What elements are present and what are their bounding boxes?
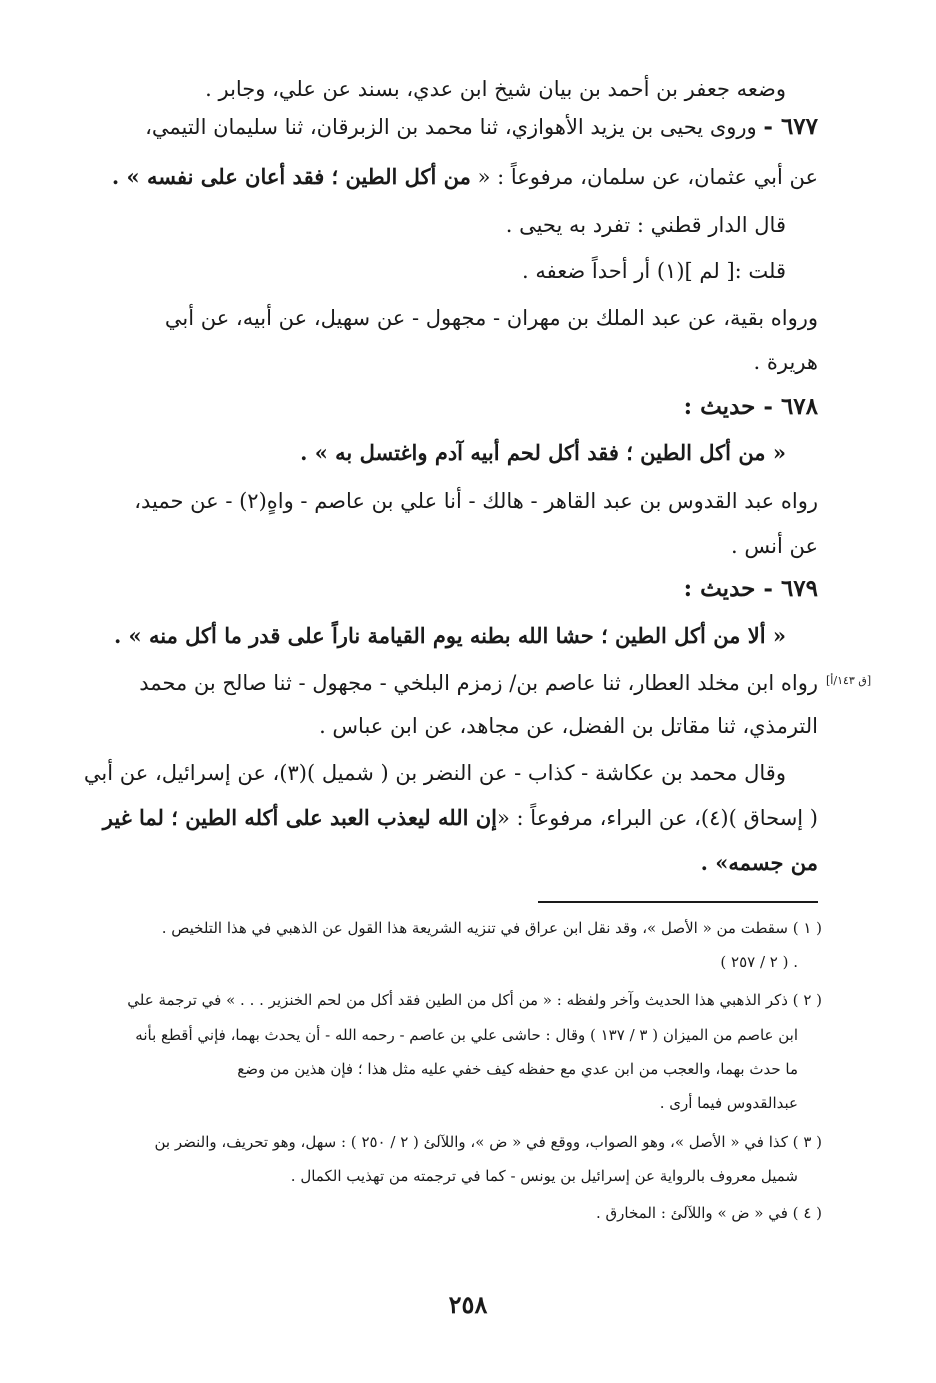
body-line-15: الترمذي، ثنا مقاتل بن الفضل، عن مجاهد، عن ابن عباس . (319, 714, 818, 738)
body-line-3-part-a: عن أبي عثمان، عن سلمان، مرفوعاً : « (470, 165, 818, 189)
body-line-1: وضعه جعفر بن أحمد بن بيان شيخ ابن عدي، بسند عن علي، وجابر . (205, 77, 786, 101)
hadith-text-679: ألا من أكل الطين ؛ حشا الله بطنه يوم القيامة ناراً على قدر ما أكل منه (149, 623, 766, 648)
body-line-13-part-c: » . (113, 623, 149, 648)
footnote-2-line-4: عبدالقدوس فيما أرى . (659, 1094, 798, 1112)
body-line-18-part-c: » . (700, 850, 729, 875)
footnote-1-line-1: ( ١ ) سقطت من « الأصل »، وقد نقل ابن عراق في تنزيه الشريعة هذا القول عن الذهبي في هذا التلخيص . (161, 919, 822, 937)
body-line-11: عن أنس . (731, 534, 818, 558)
entry-679-heading: ٦٧٩ - حديث : (683, 575, 818, 602)
entry-number-677: ٦٧٧ - (763, 113, 818, 140)
entry-677-text: وروى يحيى بن يزيد الأهوازي، ثنا محمد بن الزبرقان، ثنا سليمان التيمي، (145, 115, 757, 139)
footnote-2-line-3: ما حدث بهما، والعجب من ابن عدي مع حفظه كيف خفي عليه مثل هذا ؛ فإن هذين من وضع (237, 1060, 798, 1078)
body-line-9 (46, 438, 786, 468)
hadith-text-680-b: من جسمه (728, 850, 818, 875)
body-line-9-part-a: « (765, 440, 786, 465)
body-line-6: ورواه بقية، عن عبد الملك بن مهران - مجهول - عن سهيل، عن أبيه، عن أبي (164, 306, 818, 330)
body-line-3 (46, 162, 818, 192)
body-line-13-part-a: « (765, 623, 786, 648)
footnote-2-line-1: ( ٢ ) ذكر الذهبي هذا الحديث وآخر ولفظه : « من أكل من الطين فقد أكل من لحم الخنزير . . . » في ترجمة علي (127, 991, 822, 1009)
hadith-text-677: من أكل الطين ؛ فقد أعان على نفسه (146, 164, 471, 189)
entry-677-line (46, 112, 818, 142)
body-line-3-part-c: » . (111, 164, 147, 189)
body-line-10: رواه عبد القدوس بن عبد القاهر - هالك - أنا علي بن عاصم - واهٍ(٢) - عن حميد، (134, 489, 818, 513)
body-line-4: قال الدار قطني : تفرد به يحيى . (505, 213, 786, 237)
footnote-3-line-1: ( ٣ ) كذا في « الأصل »، وهو الصواب، ووقع في « ض »، واللآلئ ( ٢ / ٢٥٠ ) : سهل، وهو تحريف، والنضر بن (154, 1133, 822, 1151)
footnote-1-line-2: ( ٢ / ٢٥٧ ) . (720, 953, 798, 971)
body-line-18 (46, 848, 818, 878)
body-line-17-part-a: ( إسحاق )(٤)، عن البراء، مرفوعاً : « (497, 806, 818, 830)
body-line-9-part-c: » . (300, 440, 336, 465)
body-line-5: قلت :[ لم ](١) أر أحداً ضعفه . (521, 259, 786, 283)
footnote-2-line-2: ابن عاصم من الميزان ( ٣ / ١٣٧ ) وقال : حاشى علي بن عاصم - رحمه الله - أن يحدث بهما، فإني أقطع بأنه (135, 1026, 798, 1044)
body-line-17 (46, 803, 818, 833)
page-number: ٢٥٨ (448, 1290, 488, 1319)
hadith-text-678: من أكل الطين ؛ فقد أكل لحم أبيه آدم واغتسل به (335, 440, 766, 465)
body-line-14: رواه ابن مخلد العطار، ثنا عاصم بن/ زمزم البلخي - مجهول - ثنا صالح بن محمد (139, 671, 818, 695)
entry-678-heading: ٦٧٨ - حديث : (683, 393, 818, 420)
footnote-4: ( ٤ ) في « ض » واللآلئ : المخارق . (596, 1204, 822, 1222)
footnote-separator (538, 901, 818, 903)
hadith-text-680-a: إن الله ليعذب العبد على أكله الطين ؛ لما غير (102, 805, 498, 830)
manuscript-folio-note: [ق ١٤٣/أ] (826, 674, 872, 687)
footnote-3-line-2: شميل معروف بالرواية عن إسرائيل بن يونس - كما في ترجمته من تهذيب الكمال . (290, 1167, 798, 1185)
body-line-7: هريرة . (753, 350, 818, 374)
body-line-16: وقال محمد بن عكاشة - كذاب - عن النضر بن ( شميل )(٣)، عن إسرائيل، عن أبي (83, 761, 786, 785)
body-line-13 (46, 621, 786, 651)
